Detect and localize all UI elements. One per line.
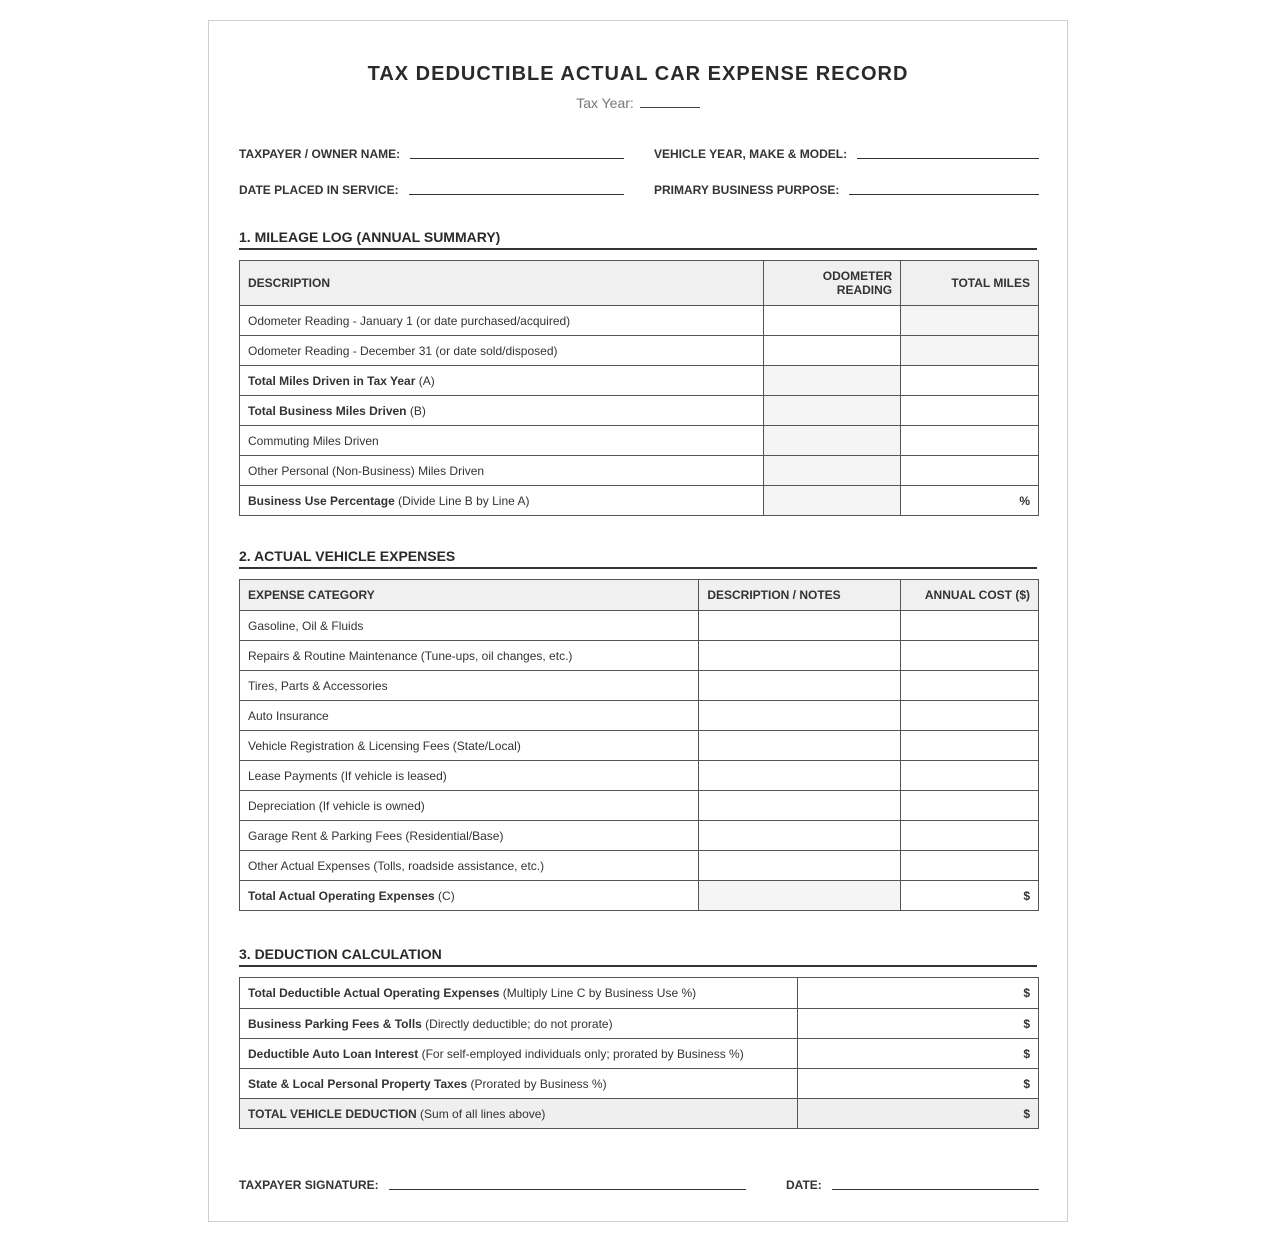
signature-date-field	[786, 1178, 1039, 1192]
expense-label: Tires, Parts & Accessories	[240, 671, 699, 701]
cost-cell[interactable]	[901, 821, 1039, 851]
odometer-cell	[764, 396, 901, 426]
expense-label: Lease Payments (If vehicle is leased)	[240, 761, 699, 791]
taxpayer-field	[239, 147, 624, 161]
row-label-bold: State & Local Personal Property Taxes	[248, 1076, 468, 1091]
mileage-col-total: TOTAL MILES	[901, 261, 1039, 306]
mileage-row-label	[240, 306, 764, 336]
row-label-text: (Divide Line B by Line A)	[394, 493, 530, 508]
table-row	[240, 978, 1039, 1009]
total-miles-cell	[901, 336, 1039, 366]
taxpayer-line[interactable]	[410, 157, 624, 159]
table-row	[240, 701, 1039, 731]
signature-label: TAXPAYER SIGNATURE:	[239, 1178, 379, 1192]
row-label-bold: Deductible Auto Loan Interest	[248, 1046, 419, 1061]
notes-cell[interactable]	[699, 611, 901, 641]
deduction-label	[240, 1069, 798, 1099]
mileage-col-odometer	[764, 261, 901, 306]
deduction-label	[240, 1009, 798, 1039]
table-row	[240, 791, 1039, 821]
tax-year	[239, 95, 1037, 111]
form-page	[208, 20, 1068, 1222]
signature-date-label: DATE:	[786, 1178, 822, 1192]
cost-cell[interactable]	[901, 701, 1039, 731]
deduction-label	[240, 978, 798, 1009]
cost-cell[interactable]	[901, 731, 1039, 761]
odometer-cell	[764, 486, 901, 516]
deduction-heading: 3. DEDUCTION CALCULATION	[239, 946, 1037, 967]
odometer-cell	[764, 426, 901, 456]
row-label-bold: Total Deductible Actual Operating Expenses	[248, 986, 500, 1000]
row-label-text: (Multiply Line C by Business Use %)	[499, 986, 697, 1000]
cost-cell[interactable]	[901, 761, 1039, 791]
row-label-bold: Business Parking Fees & Tolls	[248, 1016, 422, 1031]
cost-cell[interactable]	[901, 611, 1039, 641]
deduction-amount-cell[interactable]: $	[798, 1009, 1039, 1039]
table-row	[240, 851, 1039, 881]
business-percent-cell[interactable]: %	[901, 486, 1039, 516]
deduction-label	[240, 1039, 798, 1069]
vehicle-field	[654, 147, 1039, 161]
table-row	[240, 1069, 1039, 1099]
deduction-amount-cell[interactable]: $	[798, 978, 1039, 1009]
total-label-bold: Total Actual Operating Expenses	[248, 888, 435, 903]
expense-label: Garage Rent & Parking Fees (Residential/Base)	[240, 821, 699, 851]
table-row	[240, 611, 1039, 641]
table-row	[240, 821, 1039, 851]
notes-cell[interactable]	[699, 821, 901, 851]
row-label-bold: Total Miles Driven in Tax Year	[248, 373, 416, 388]
expenses-col-category: EXPENSE CATEGORY	[240, 580, 699, 611]
tax-year-field[interactable]	[640, 95, 700, 108]
vehicle-line[interactable]	[857, 157, 1039, 159]
tax-year-label: Tax Year:	[576, 95, 634, 111]
date-service-line[interactable]	[409, 193, 624, 195]
row-label-bold: Total Business Miles Driven	[248, 403, 407, 418]
deduction-table	[239, 977, 1039, 1129]
date-service-field	[239, 183, 624, 197]
notes-cell[interactable]	[699, 761, 901, 791]
form-title: TAX DEDUCTIBLE ACTUAL CAR EXPENSE RECORD	[367, 63, 909, 85]
odometer-heading-line1: ODOMETER	[822, 269, 893, 283]
table-row	[240, 396, 1039, 426]
row-label-text: Odometer Reading - January 1 (or date purchased/acquired)	[248, 313, 571, 328]
mileage-row-label	[240, 366, 764, 396]
expenses-total-row	[240, 881, 1039, 911]
row-label-text: Odometer Reading - December 31 (or date sold/disposed)	[248, 343, 558, 358]
total-miles-cell[interactable]	[901, 456, 1039, 486]
odometer-cell	[764, 366, 901, 396]
total-miles-cell	[901, 306, 1039, 336]
expense-label: Gasoline, Oil & Fluids	[240, 611, 699, 641]
cost-cell[interactable]	[901, 791, 1039, 821]
row-label-bold: Business Use Percentage	[248, 493, 395, 508]
deduction-amount-cell[interactable]: $	[798, 1039, 1039, 1069]
notes-cell[interactable]	[699, 701, 901, 731]
purpose-field	[654, 183, 1039, 197]
total-miles-cell[interactable]	[901, 426, 1039, 456]
table-row	[240, 456, 1039, 486]
table-row	[240, 306, 1039, 336]
expenses-heading: 2. ACTUAL VEHICLE EXPENSES	[239, 548, 1037, 569]
signature-line[interactable]	[389, 1188, 746, 1190]
expense-label: Auto Insurance	[240, 701, 699, 731]
odometer-cell	[764, 456, 901, 486]
odometer-heading-line2: READING	[836, 283, 893, 297]
cost-cell[interactable]	[901, 641, 1039, 671]
mileage-row-label	[240, 456, 764, 486]
purpose-line[interactable]	[849, 193, 1039, 195]
expense-label: Repairs & Routine Maintenance (Tune-ups, oil changes, etc.)	[240, 641, 699, 671]
table-row	[240, 761, 1039, 791]
notes-cell	[699, 881, 901, 911]
mileage-row-label	[240, 336, 764, 366]
row-label-text: (For self-employed individuals only; prorated by Business %)	[418, 1046, 744, 1061]
deduction-total-row	[240, 1099, 1039, 1129]
odometer-cell[interactable]	[764, 336, 901, 366]
deduction-amount-cell[interactable]: $	[798, 1069, 1039, 1099]
table-row	[240, 671, 1039, 701]
total-label-bold: TOTAL VEHICLE DEDUCTION	[248, 1106, 417, 1121]
total-label-text: (C)	[434, 888, 455, 903]
taxpayer-label: TAXPAYER / OWNER NAME:	[239, 147, 401, 161]
expenses-table	[239, 579, 1039, 911]
row-label-text: (Prorated by Business %)	[467, 1076, 607, 1091]
expenses-col-notes: DESCRIPTION / NOTES	[699, 580, 901, 611]
table-row	[240, 486, 1039, 516]
row-label-text: (Directly deductible; do not prorate)	[421, 1016, 613, 1031]
row-label-text: Commuting Miles Driven	[248, 433, 379, 448]
mileage-heading: 1. MILEAGE LOG (ANNUAL SUMMARY)	[239, 229, 1037, 250]
mileage-row-label	[240, 396, 764, 426]
mileage-row-label	[240, 486, 764, 516]
table-row	[240, 336, 1039, 366]
notes-cell[interactable]	[699, 641, 901, 671]
vehicle-label: VEHICLE YEAR, MAKE & MODEL:	[654, 147, 848, 161]
mileage-table	[239, 260, 1039, 516]
table-row	[240, 641, 1039, 671]
expenses-total-label	[240, 881, 699, 911]
table-row	[240, 366, 1039, 396]
row-label-text: (A)	[415, 373, 435, 388]
odometer-cell[interactable]	[764, 306, 901, 336]
purpose-label: PRIMARY BUSINESS PURPOSE:	[654, 183, 840, 197]
cost-cell[interactable]	[901, 671, 1039, 701]
total-miles-cell[interactable]	[901, 366, 1039, 396]
expenses-total-cell[interactable]: $	[901, 881, 1039, 911]
deduction-total-label	[240, 1099, 798, 1129]
row-label-text: Other Personal (Non-Business) Miles Driven	[248, 463, 485, 478]
expenses-col-cost: ANNUAL COST ($)	[901, 580, 1039, 611]
table-row	[240, 426, 1039, 456]
mileage-row-label	[240, 426, 764, 456]
expense-label: Depreciation (If vehicle is owned)	[240, 791, 699, 821]
cost-cell[interactable]	[901, 851, 1039, 881]
notes-cell[interactable]	[699, 851, 901, 881]
notes-cell[interactable]	[699, 791, 901, 821]
total-miles-cell[interactable]	[901, 396, 1039, 426]
expense-label: Vehicle Registration & Licensing Fees (State/Local)	[240, 731, 699, 761]
signature-date-line[interactable]	[832, 1188, 1039, 1190]
notes-cell[interactable]	[699, 731, 901, 761]
table-row	[240, 1009, 1039, 1039]
signature-field	[239, 1178, 746, 1192]
expense-label: Other Actual Expenses (Tolls, roadside assistance, etc.)	[240, 851, 699, 881]
table-row	[240, 1039, 1039, 1069]
notes-cell[interactable]	[699, 671, 901, 701]
table-row	[240, 731, 1039, 761]
deduction-total-cell[interactable]: $	[798, 1099, 1039, 1129]
mileage-col-description: DESCRIPTION	[240, 261, 764, 306]
total-label-text: (Sum of all lines above)	[416, 1106, 546, 1121]
date-service-label: DATE PLACED IN SERVICE:	[239, 183, 399, 197]
row-label-text: (B)	[406, 403, 426, 418]
